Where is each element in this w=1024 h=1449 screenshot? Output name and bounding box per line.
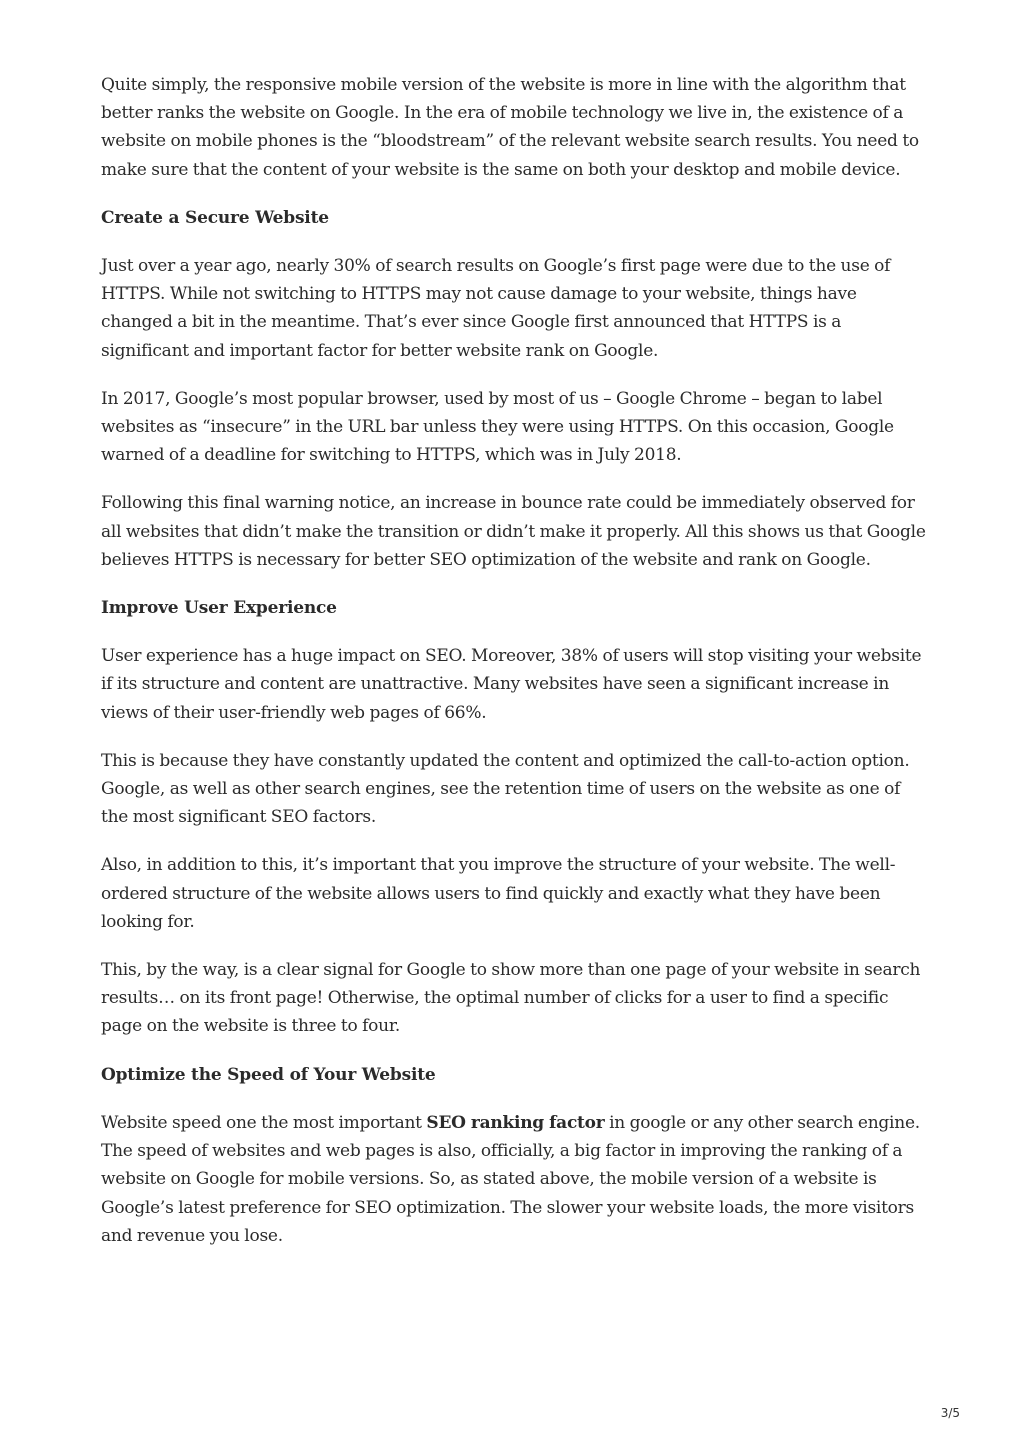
paragraph-secure-1: Just over a year ago, nearly 30% of search results on Google’s first page were due to the use of HTTPS. While not switching to HTTPS may not cause damage to your website, things have changed a bit in the meantime. That’s ever since Google first announced that HTTPS is a significant and important factor for better website rank on Google.	[101, 256, 891, 361]
paragraph-speed	[101, 1109, 931, 1250]
paragraph-secure-3: Following this final warning notice, an increase in bounce rate could be immediately observed for all websites that didn’t make the transition or didn’t make it properly. All this shows us that Google believes HTTPS is necessary for better SEO optimization of the website and rank on Google.	[101, 493, 926, 570]
paragraph-secure-2: In 2017, Google’s most popular browser, used by most of us – Google Chrome – began to label websites as “insecure” in the URL bar unless they were using HTTPS. On this occasion, Google warned of a deadline for switching to HTTPS, which was in July 2018.	[101, 388, 894, 466]
paragraph-ux-2: This is because they have constantly updated the content and optimized the call-to-action option. Google, as well as other search engines, see the retention time of users on the website as one of the most significant SEO factors.	[101, 750, 910, 828]
heading-improve-user-experience: Improve User Experience	[101, 598, 337, 619]
paragraph-ux-3: Also, in addition to this, it’s important that you improve the structure of your website. The well-ordered structure of the website allows users to find quickly and exactly what they have been looking for.	[101, 855, 896, 932]
document-body	[101, 71, 931, 1270]
paragraph-ux-4: This, by the way, is a clear signal for Google to show more than one page of your website in search results… on its front page! Otherwise, the optimal number of clicks for a user to find a specific page on the website is three to four.	[101, 960, 921, 1037]
heading-create-secure-website: Create a Secure Website	[101, 207, 329, 228]
heading-optimize-speed: Optimize the Speed of Your Website	[101, 1064, 436, 1085]
page-number: 3/5	[940, 1406, 960, 1420]
speed-text-after: in google or any other search engine. The speed of websites and web pages is also, officially, a big factor in improving the ranking of a website on Google for mobile versions. So, as stated above, the mobile version of a website is Google’s latest preference for SEO optimization. The slower your website loads, the more visitors and revenue you lose.	[101, 1112, 920, 1246]
intro-paragraph: Quite simply, the responsive mobile version of the website is more in line with the algorithm that better ranks the website on Google. In the era of mobile technology we live in, the existence of a website on mobile phones is the “bloodstream” of the relevant website search results. You need to make sure that the content of your website is the same on both your desktop and mobile device.	[101, 75, 919, 180]
seo-ranking-factor-bold: SEO ranking factor	[426, 1112, 605, 1133]
speed-text-before: Website speed one the most important	[101, 1112, 422, 1133]
paragraph-ux-1: User experience has a huge impact on SEO. Moreover, 38% of users will stop visiting your website if its structure and content are unattractive. Many websites have seen a significant increase in views of their user-friendly web pages of 66%.	[101, 646, 922, 723]
